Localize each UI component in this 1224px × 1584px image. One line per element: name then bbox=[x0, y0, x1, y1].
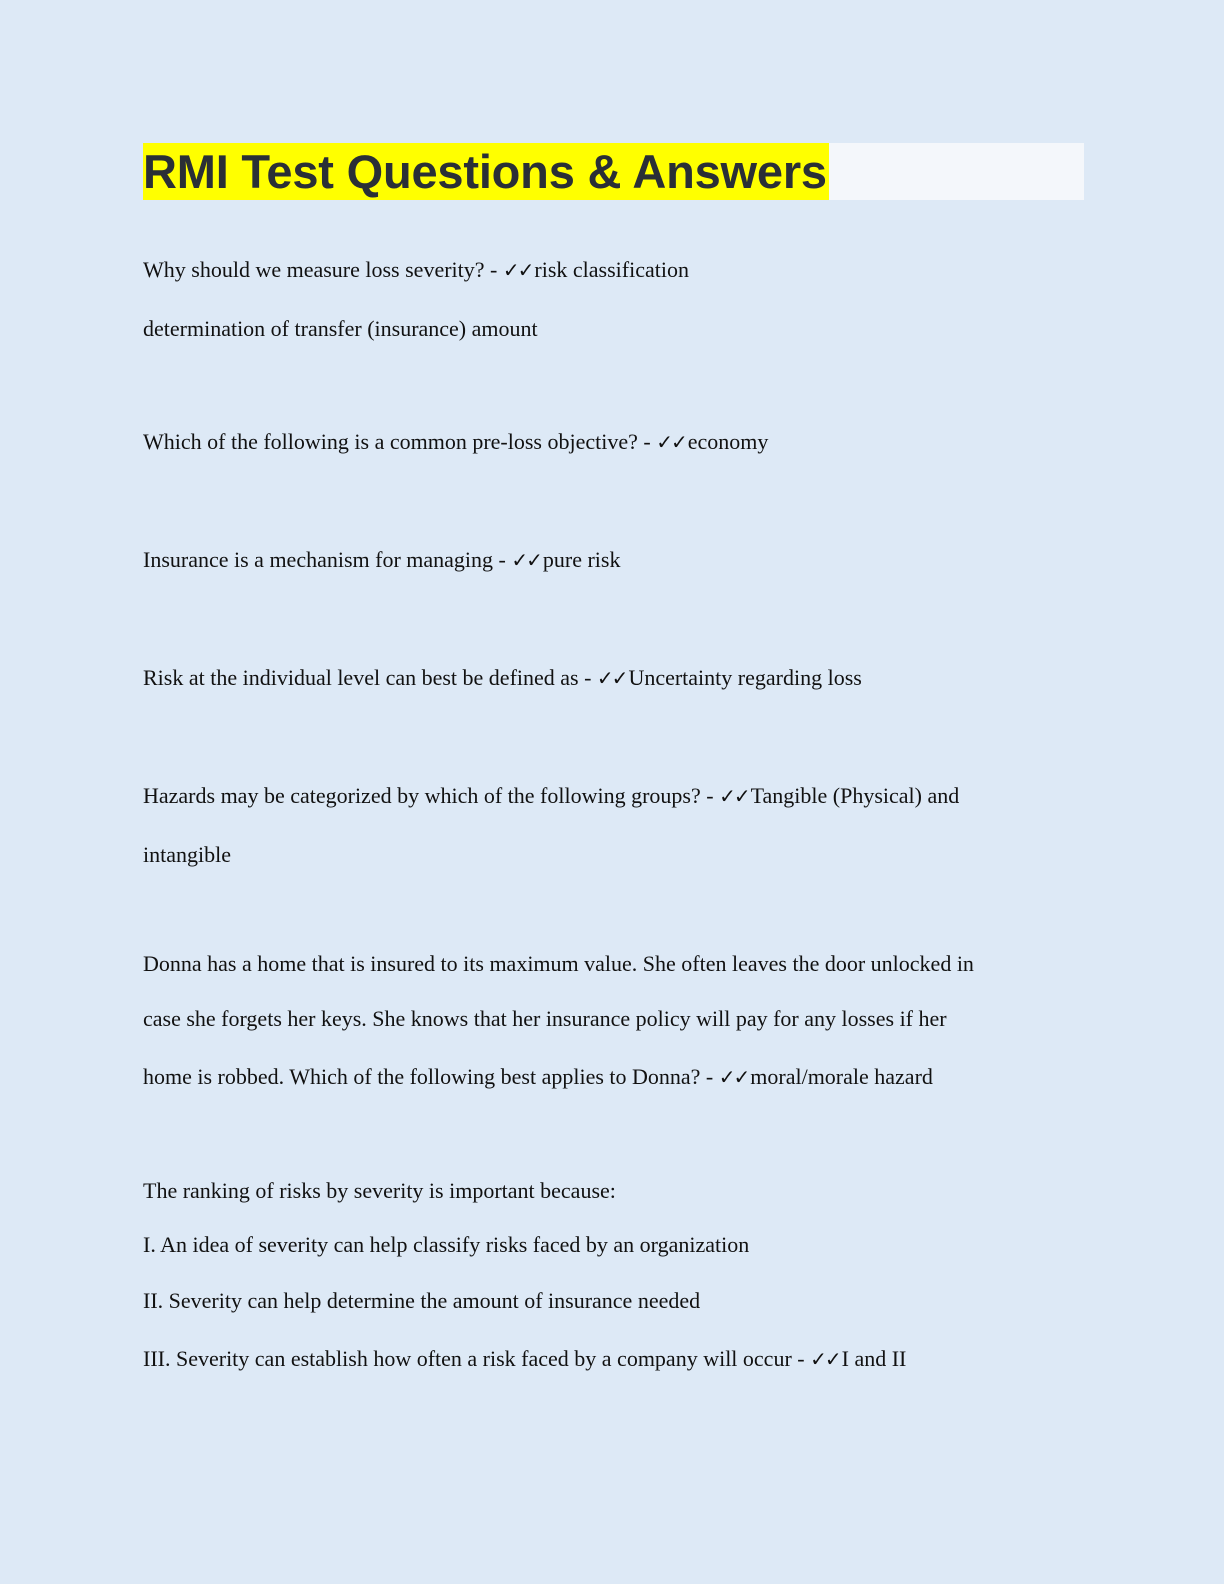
answer-text: pure risk bbox=[542, 547, 621, 572]
question-text: Why should we measure loss severity? - bbox=[143, 257, 503, 282]
question-line: The ranking of risks by severity is important because: bbox=[143, 1178, 616, 1203]
double-check-icon: ✓✓ bbox=[810, 1347, 840, 1371]
answer-text: risk classification bbox=[534, 257, 689, 282]
qa-item-5 bbox=[143, 782, 959, 810]
qa-item-3 bbox=[143, 546, 620, 574]
answer-text: I and II bbox=[841, 1346, 907, 1371]
answer-continuation: determination of transfer (insurance) amount bbox=[143, 316, 538, 341]
question-text: Hazards may be categorized by which of the following groups? - bbox=[143, 783, 720, 808]
double-check-icon: ✓✓ bbox=[718, 1065, 749, 1089]
answer-continuation: intangible bbox=[143, 842, 231, 867]
question-line: II. Severity can help determine the amount of insurance needed bbox=[143, 1288, 701, 1313]
question-text: Which of the following is a common pre-loss objective? - bbox=[143, 429, 657, 454]
double-check-icon: ✓✓ bbox=[502, 258, 533, 282]
answer-text: moral/morale hazard bbox=[750, 1064, 933, 1089]
qa-item-2 bbox=[143, 428, 768, 456]
question-text: Insurance is a mechanism for managing - bbox=[143, 547, 512, 572]
question-text: home is robbed. Which of the following best applies to Donna? - bbox=[143, 1064, 719, 1089]
double-check-icon: ✓✓ bbox=[596, 666, 627, 690]
qa-item-1 bbox=[143, 256, 689, 284]
answer-text: economy bbox=[687, 429, 769, 454]
question-line: case she forgets her keys. She knows that her insurance policy will pay for any losses if her bbox=[143, 1006, 947, 1031]
question-text: Risk at the individual level can best be defined as - bbox=[143, 665, 597, 690]
answer-text: Tangible (Physical) and bbox=[750, 783, 960, 808]
question-line: I. An idea of severity can help classify risks faced by an organization bbox=[143, 1232, 750, 1257]
qa-item-4 bbox=[143, 664, 862, 692]
document-title: RMI Test Questions & Answers bbox=[143, 145, 827, 198]
answer-text: Uncertainty regarding loss bbox=[628, 665, 862, 690]
qa-item-6 bbox=[143, 1063, 933, 1091]
question-text: III. Severity can establish how often a risk faced by a company will occur - bbox=[143, 1346, 811, 1371]
double-check-icon: ✓✓ bbox=[719, 784, 749, 808]
question-line: Donna has a home that is insured to its maximum value. She often leaves the door unlocked in bbox=[143, 951, 974, 976]
qa-item-7 bbox=[143, 1345, 906, 1373]
double-check-icon: ✓✓ bbox=[656, 430, 686, 454]
double-check-icon: ✓✓ bbox=[511, 548, 541, 572]
